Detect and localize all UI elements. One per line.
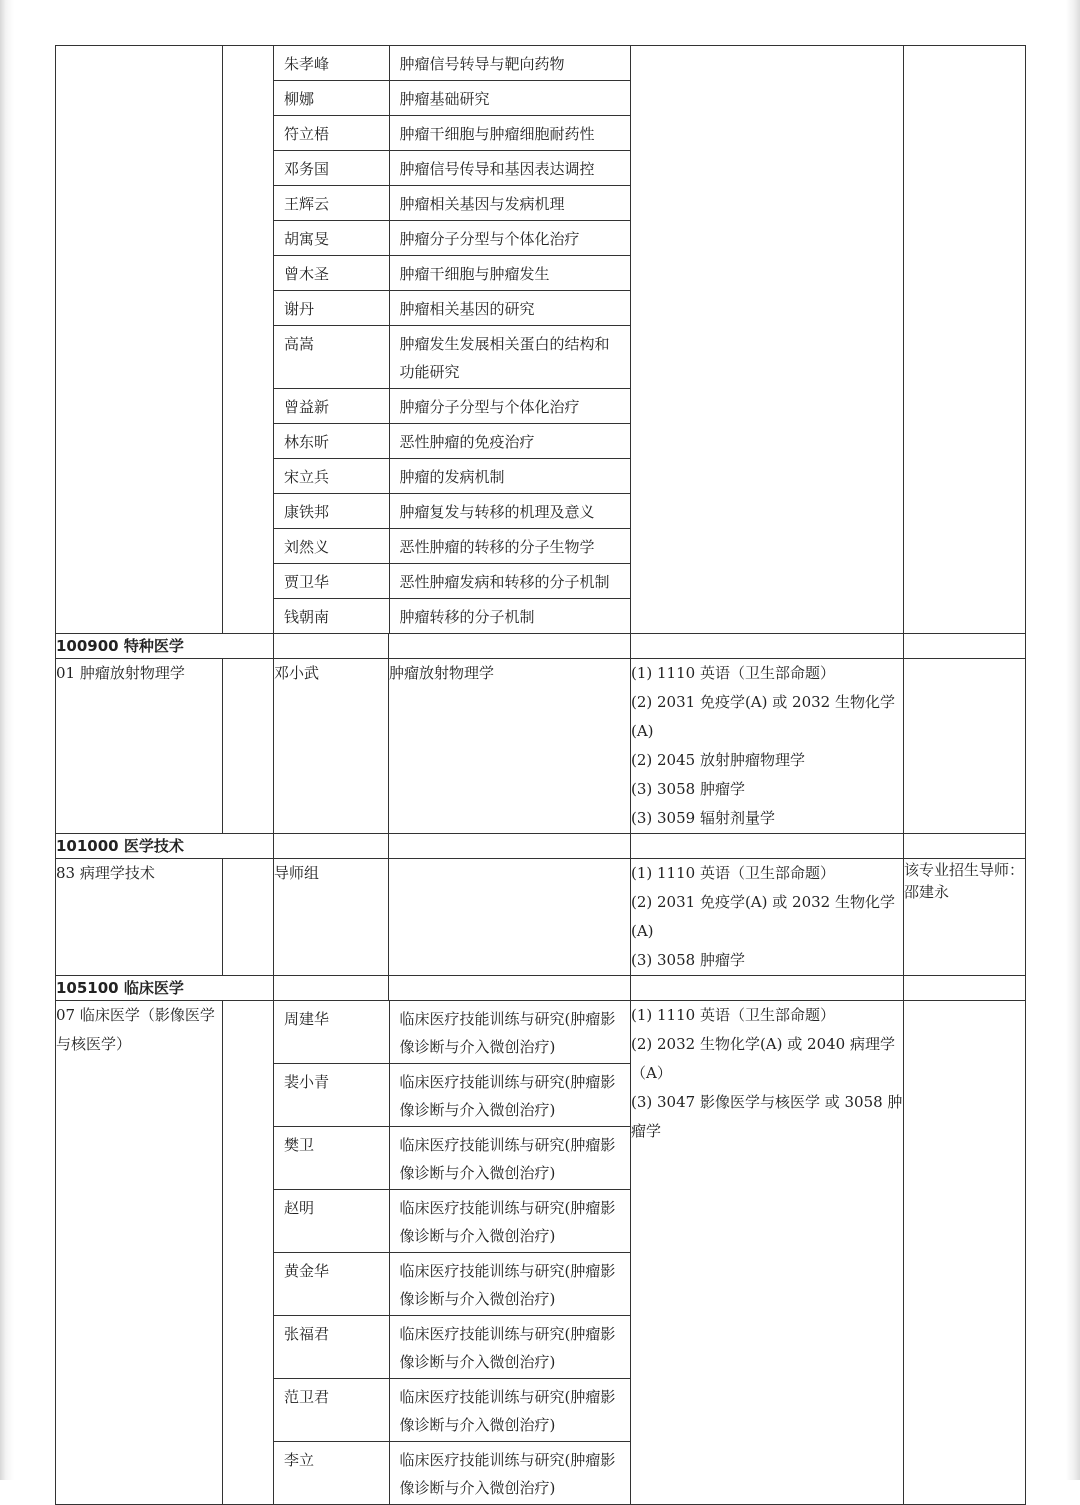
research-direction: 临床医疗技能训练与研究(肿瘤影像诊断与介入微创治疗) (389, 1190, 631, 1253)
advisor-name: 柳娜 (274, 81, 389, 116)
research-direction: 肿瘤基础研究 (389, 81, 631, 116)
research-direction: 肿瘤信号转导与靶向药物 (389, 46, 631, 81)
advisor-name: 范卫君 (274, 1379, 389, 1442)
spacer-cell (223, 659, 274, 834)
advisor-row (274, 1001, 631, 1064)
advisor-name: 裴小青 (274, 1064, 389, 1127)
empty-cell (389, 634, 631, 659)
spacer-cell (223, 859, 274, 976)
advisor-row (274, 151, 631, 186)
advisor-row (274, 326, 631, 389)
advisor-row (274, 1253, 631, 1316)
advisor-row (274, 186, 631, 221)
research-direction: 肿瘤的发病机制 (389, 459, 631, 494)
enrollment-table (55, 45, 1026, 1505)
advisor-name: 朱孝峰 (274, 46, 389, 81)
research-direction: 肿瘤相关基因的研究 (389, 291, 631, 326)
advisor-name: 李立 (274, 1442, 389, 1505)
research-direction: 临床医疗技能训练与研究(肿瘤影像诊断与介入微创治疗) (389, 1379, 631, 1442)
major-cell (56, 46, 223, 634)
research-direction (389, 859, 631, 976)
advisor-row (274, 81, 631, 116)
advisor-cell (274, 1001, 631, 1505)
advisor-row (274, 529, 631, 564)
major-row (56, 1001, 1026, 1505)
exam-subjects: (1) 1110 英语（卫生部命题） (2) 2032 生物化学(A) 或 2040 病理学（A） (3) 3047 影像医学与核医学 或 3058 肿瘤学 (631, 1001, 904, 1505)
advisor-row (274, 389, 631, 424)
research-direction: 肿瘤转移的分子机制 (389, 599, 631, 634)
empty-cell (631, 834, 904, 859)
research-direction: 肿瘤分子分型与个体化治疗 (389, 221, 631, 256)
research-direction: 肿瘤信号传导和基因表达调控 (389, 151, 631, 186)
advisor-cell (274, 46, 631, 634)
research-direction: 临床医疗技能训练与研究(肿瘤影像诊断与介入微创治疗) (389, 1253, 631, 1316)
advisor-row (274, 599, 631, 634)
major-row (56, 659, 1026, 834)
advisor-list (274, 46, 631, 633)
advisor-note: 该专业招生导师：邵建永 (904, 859, 1026, 976)
note-cell (904, 1001, 1026, 1505)
spacer-cell (223, 1001, 274, 1505)
advisor-row (274, 221, 631, 256)
exam-cell (631, 46, 904, 634)
advisor-name: 宋立兵 (274, 459, 389, 494)
note-cell (904, 659, 1026, 834)
advisor-name: 曾木圣 (274, 256, 389, 291)
research-direction: 临床医疗技能训练与研究(肿瘤影像诊断与介入微创治疗) (389, 1442, 631, 1505)
empty-cell (389, 976, 631, 1001)
major-name: 07 临床医学（影像医学与核医学） (56, 1001, 223, 1505)
section-header: 100900 特种医学 (56, 634, 274, 659)
empty-cell (274, 976, 389, 1001)
empty-cell (904, 834, 1026, 859)
research-direction: 肿瘤相关基因与发病机理 (389, 186, 631, 221)
advisor-name: 曾益新 (274, 389, 389, 424)
empty-cell (631, 634, 904, 659)
empty-cell (631, 976, 904, 1001)
empty-cell (274, 834, 389, 859)
section-header-row (56, 834, 1026, 859)
section-header-row (56, 976, 1026, 1001)
research-direction: 临床医疗技能训练与研究(肿瘤影像诊断与介入微创治疗) (389, 1316, 631, 1379)
research-direction: 肿瘤发生发展相关蛋白的结构和功能研究 (389, 326, 631, 389)
advisor-row (274, 459, 631, 494)
advisor-name: 赵明 (274, 1190, 389, 1253)
research-direction: 临床医疗技能训练与研究(肿瘤影像诊断与介入微创治疗) (389, 1064, 631, 1127)
advisor-row (274, 1127, 631, 1190)
advisor-list (274, 1001, 631, 1504)
advisor-name: 高嵩 (274, 326, 389, 389)
section-header-row (56, 634, 1026, 659)
advisor-name: 黄金华 (274, 1253, 389, 1316)
advisor-name: 刘然义 (274, 529, 389, 564)
advisor-name: 康铁邦 (274, 494, 389, 529)
empty-cell (274, 634, 389, 659)
advisor-row (274, 1379, 631, 1442)
research-direction: 肿瘤复发与转移的机理及意义 (389, 494, 631, 529)
advisor-row (274, 1442, 631, 1505)
advisor-name: 胡寓旻 (274, 221, 389, 256)
advisor-row (274, 256, 631, 291)
advisor-row (274, 116, 631, 151)
advisor-name: 谢丹 (274, 291, 389, 326)
exam-subjects: (1) 1110 英语（卫生部命题） (2) 2031 免疫学(A) 或 2032 生物化学(A) (3) 3058 肿瘤学 (631, 859, 904, 976)
advisor-name: 导师组 (274, 859, 389, 976)
advisor-row (274, 46, 631, 81)
research-direction: 肿瘤放射物理学 (389, 659, 631, 834)
advisor-name: 符立梧 (274, 116, 389, 151)
section-header: 105100 临床医学 (56, 976, 274, 1001)
advisor-name: 王辉云 (274, 186, 389, 221)
research-direction: 肿瘤干细胞与肿瘤细胞耐药性 (389, 116, 631, 151)
advisor-name: 周建华 (274, 1001, 389, 1064)
research-direction: 恶性肿瘤的免疫治疗 (389, 424, 631, 459)
advisor-row (274, 1316, 631, 1379)
research-direction: 临床医疗技能训练与研究(肿瘤影像诊断与介入微创治疗) (389, 1127, 631, 1190)
research-direction: 肿瘤干细胞与肿瘤发生 (389, 256, 631, 291)
major-row (56, 859, 1026, 976)
research-direction: 恶性肿瘤发病和转移的分子机制 (389, 564, 631, 599)
advisor-name: 钱朝南 (274, 599, 389, 634)
advisor-name: 林东昕 (274, 424, 389, 459)
major-name: 83 病理学技术 (56, 859, 223, 976)
empty-cell (904, 634, 1026, 659)
research-direction: 临床医疗技能训练与研究(肿瘤影像诊断与介入微创治疗) (389, 1001, 631, 1064)
advisor-row (274, 424, 631, 459)
empty-cell (904, 976, 1026, 1001)
advisor-row (274, 564, 631, 599)
section-header: 101000 医学技术 (56, 834, 274, 859)
advisor-name: 贾卫华 (274, 564, 389, 599)
major-name: 01 肿瘤放射物理学 (56, 659, 223, 834)
exam-subjects: (1) 1110 英语（卫生部命题） (2) 2031 免疫学(A) 或 2032 生物化学(A) (2) 2045 放射肿瘤物理学 (3) 3058 肿瘤学 (3) 3059 辐射剂量学 (631, 659, 904, 834)
advisor-name: 张福君 (274, 1316, 389, 1379)
advisor-row (274, 1064, 631, 1127)
advisor-row (274, 291, 631, 326)
empty-cell (389, 834, 631, 859)
advisor-row (274, 1190, 631, 1253)
advisor-name: 邓小武 (274, 659, 389, 834)
continuation-block (56, 46, 1026, 634)
advisor-name: 樊卫 (274, 1127, 389, 1190)
research-direction: 恶性肿瘤的转移的分子生物学 (389, 529, 631, 564)
research-direction: 肿瘤分子分型与个体化治疗 (389, 389, 631, 424)
advisor-row (274, 494, 631, 529)
note-cell (904, 46, 1026, 634)
advisor-name: 邓务国 (274, 151, 389, 186)
spacer-cell (223, 46, 274, 634)
